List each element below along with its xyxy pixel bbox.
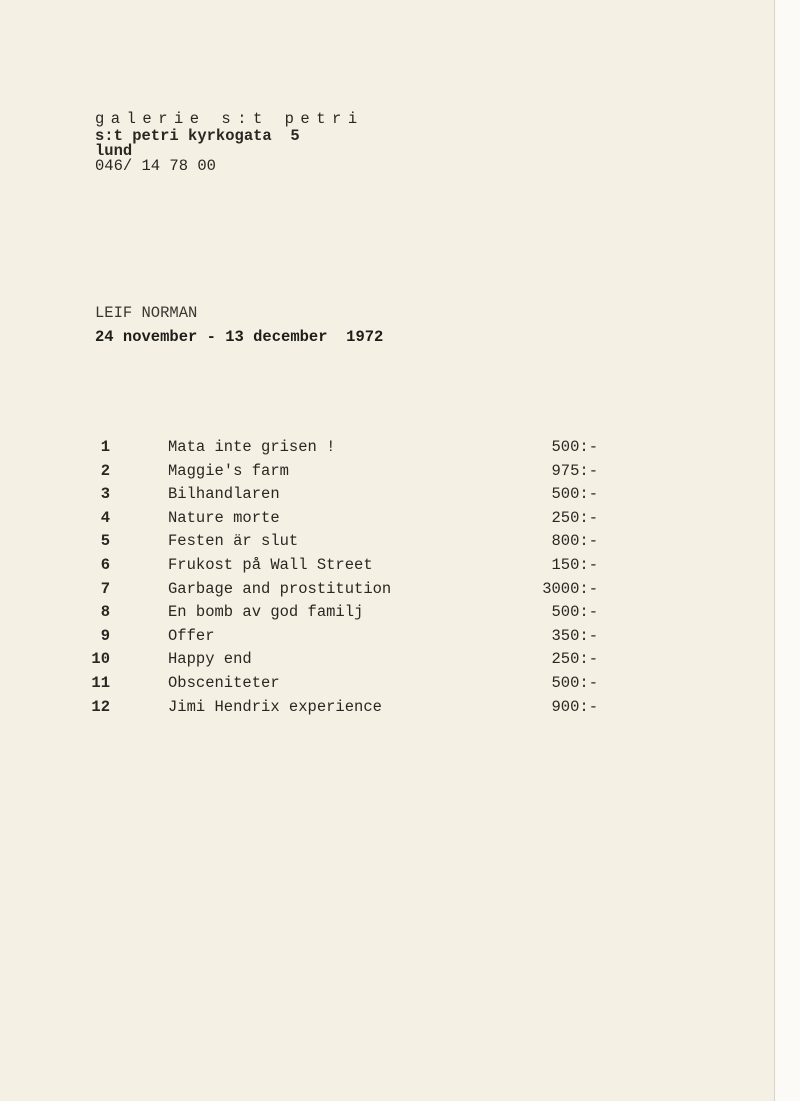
work-number: 7 <box>100 579 110 598</box>
work-number: 9 <box>100 626 110 645</box>
work-price: 350:- <box>551 626 598 645</box>
list-item <box>0 440 800 463</box>
work-number: 2 <box>100 461 110 480</box>
list-item <box>0 652 800 675</box>
work-number: 5 <box>100 532 110 551</box>
work-title: Nature morte <box>168 508 280 527</box>
work-number: 10 <box>91 650 110 669</box>
work-number: 4 <box>100 508 110 527</box>
work-price: 3000:- <box>542 579 598 598</box>
work-price: 500:- <box>551 438 598 456</box>
work-title: Maggie's farm <box>168 461 289 480</box>
work-title: Mata inte grisen ! <box>168 438 336 456</box>
gallery-city: lund <box>95 142 133 160</box>
work-title: Frukost på Wall Street <box>168 556 373 574</box>
work-number: 1 <box>100 438 110 456</box>
work-title: Jimi Hendrix experience <box>168 697 382 716</box>
work-number: 11 <box>91 674 110 692</box>
work-title: Bilhandlaren <box>168 485 280 504</box>
work-title: Garbage and prostitution <box>168 579 392 598</box>
work-price: 975:- <box>551 461 598 480</box>
work-price: 900:- <box>551 697 598 716</box>
work-title: Happy end <box>168 650 252 669</box>
work-number: 8 <box>100 603 110 622</box>
list-item <box>0 558 800 581</box>
list-item <box>0 579 800 605</box>
gallery-address: s:t petri kyrkogata 5 <box>95 127 300 145</box>
work-title: Offer <box>168 626 215 645</box>
list-item <box>0 676 800 699</box>
gallery-name: galerie s:t petri <box>95 110 364 128</box>
work-number: 12 <box>91 697 110 716</box>
gallery-phone: 046/ 14 78 00 <box>95 157 216 175</box>
artist-name: LEIF NORMAN <box>95 304 198 322</box>
work-price: 800:- <box>551 532 598 551</box>
list-item <box>0 487 800 510</box>
work-price: 250:- <box>551 508 598 527</box>
list-item <box>0 605 800 628</box>
work-title: Obsceniteter <box>168 674 280 692</box>
list-item <box>0 461 800 487</box>
work-price: 500:- <box>551 674 598 692</box>
work-price: 150:- <box>551 556 598 574</box>
list-item <box>0 626 800 652</box>
work-title: En bomb av god familj <box>168 603 364 622</box>
work-title: Festen är slut <box>168 532 299 551</box>
work-number: 3 <box>100 485 110 504</box>
list-item <box>0 697 800 723</box>
work-number: 6 <box>100 556 110 574</box>
list-item <box>0 508 800 534</box>
exhibition-dates: 24 november - 13 december 1972 <box>95 328 384 346</box>
work-price: 250:- <box>551 650 598 669</box>
list-item <box>0 534 800 557</box>
work-price: 500:- <box>551 485 598 504</box>
work-price: 500:- <box>551 603 598 622</box>
